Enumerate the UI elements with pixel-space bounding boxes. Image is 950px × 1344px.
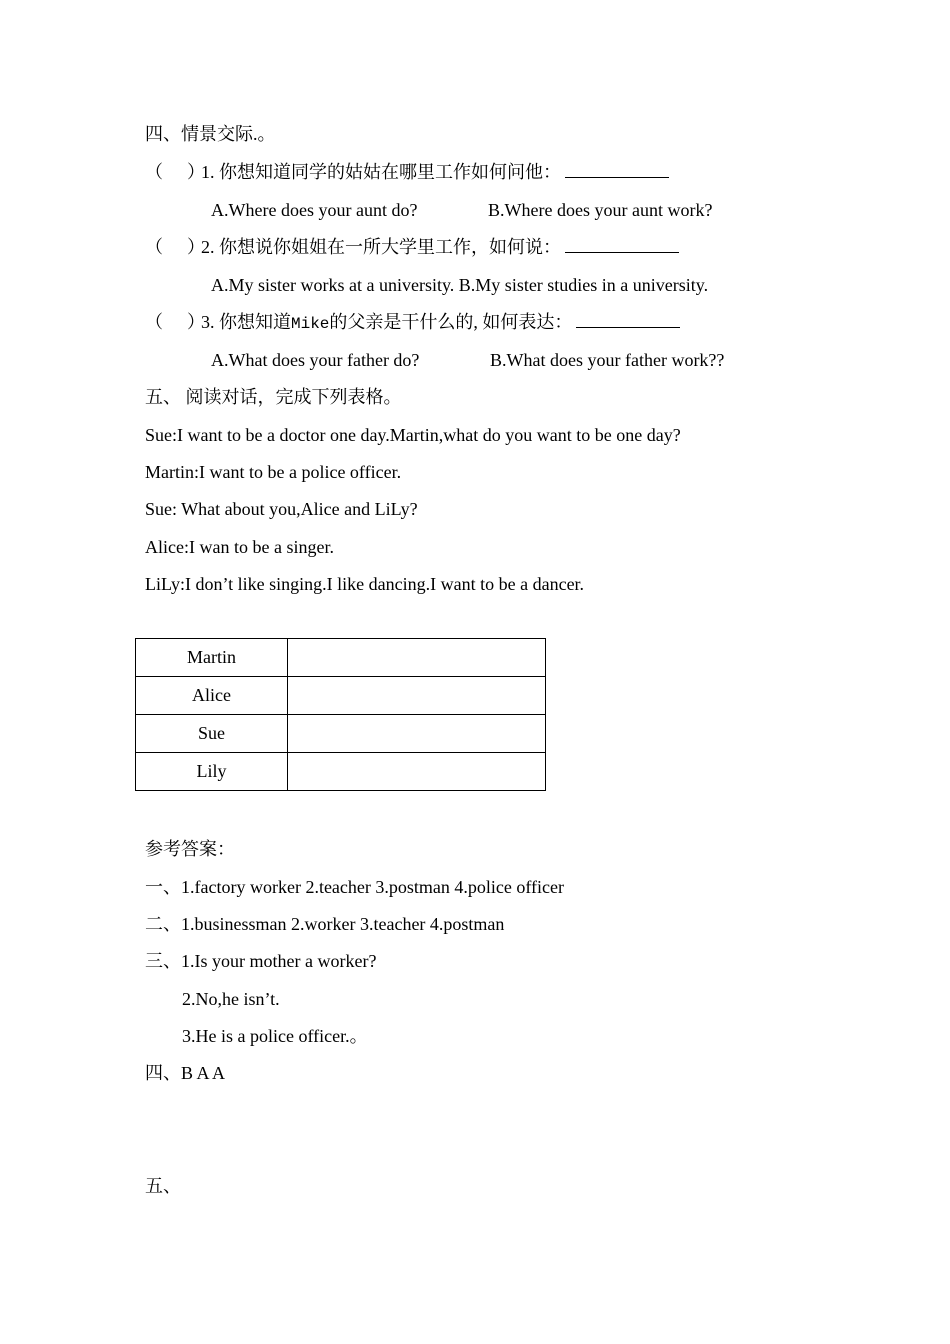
table-cell-answer[interactable] — [288, 639, 546, 677]
answer-table — [135, 638, 546, 791]
table-cell-answer[interactable] — [288, 677, 546, 715]
table-cell-name: Lily — [136, 753, 288, 791]
question-3-option-b: B.What does your father work?? — [490, 350, 725, 370]
dialogue-line: LiLy:I don’t like singing.I like dancing.I want to be a dancer. — [145, 574, 585, 594]
section-4-title: 四、情景交际.。 — [145, 124, 276, 144]
answer-line: 三、1.Is your mother a worker? — [145, 951, 377, 971]
section-5-title: 五、 阅读对话，完成下列表格。 — [145, 387, 402, 407]
question-2 — [145, 236, 679, 258]
dialogue-line: Alice:I wan to be a singer. — [145, 537, 334, 557]
answer-blank-3[interactable] — [576, 311, 680, 328]
answer-line: 3.He is a police officer.。 — [182, 1026, 368, 1046]
answer-line: 五、 — [145, 1176, 181, 1196]
answer-blank-2[interactable] — [565, 236, 679, 253]
table-row — [136, 753, 546, 791]
question-2-options: A.My sister works at a university. B.My sister studies in a university. — [211, 275, 709, 295]
question-3 — [145, 311, 680, 335]
table-cell-name: Alice — [136, 677, 288, 715]
question-1-option-a: A.Where does your aunt do? — [211, 200, 418, 220]
table-cell-name: Sue — [136, 715, 288, 753]
question-3-prompt-post: 的父亲是干什么的, 如何表达： — [329, 312, 573, 332]
table-row — [136, 677, 546, 715]
answers-title: 参考答案： — [145, 839, 235, 859]
answer-line: 二、1.businessman 2.worker 3.teacher 4.postman — [145, 914, 505, 934]
question-2-prompt: 2. 你想说你姐姐在一所大学里工作，如何说： — [201, 237, 561, 257]
answer-paren-3[interactable]: （ ） — [145, 312, 205, 332]
table-cell-answer[interactable] — [288, 753, 546, 791]
dialogue-line: Martin:I want to be a police officer. — [145, 462, 402, 482]
answer-line: 一、1.factory worker 2.teacher 3.postman 4.police officer — [145, 877, 565, 897]
question-1-option-b: B.Where does your aunt work? — [488, 200, 713, 220]
table-row — [136, 715, 546, 753]
answer-paren-1[interactable]: （ ） — [145, 162, 205, 182]
question-3-prompt-pre: 3. 你想知道 — [201, 312, 291, 332]
answer-line: 四、B A A — [145, 1063, 226, 1083]
question-3-option-a: A.What does your father do? — [211, 350, 420, 370]
answer-line: 2.No,he isn’t. — [182, 989, 280, 1009]
table-row — [136, 639, 546, 677]
dialogue-line: Sue: What about you,Alice and LiLy? — [145, 499, 418, 519]
dialogue-line: Sue:I want to be a doctor one day.Martin,what do you want to be one day? — [145, 425, 681, 445]
question-3-prompt-name: Mike — [291, 315, 330, 333]
table-cell-name: Martin — [136, 639, 288, 677]
answer-blank-1[interactable] — [565, 161, 669, 178]
table-cell-answer[interactable] — [288, 715, 546, 753]
answer-paren-2[interactable]: （ ） — [145, 237, 205, 257]
question-1 — [145, 161, 669, 183]
question-1-prompt: 1. 你想知道同学的姑姑在哪里工作如何问他： — [201, 162, 561, 182]
